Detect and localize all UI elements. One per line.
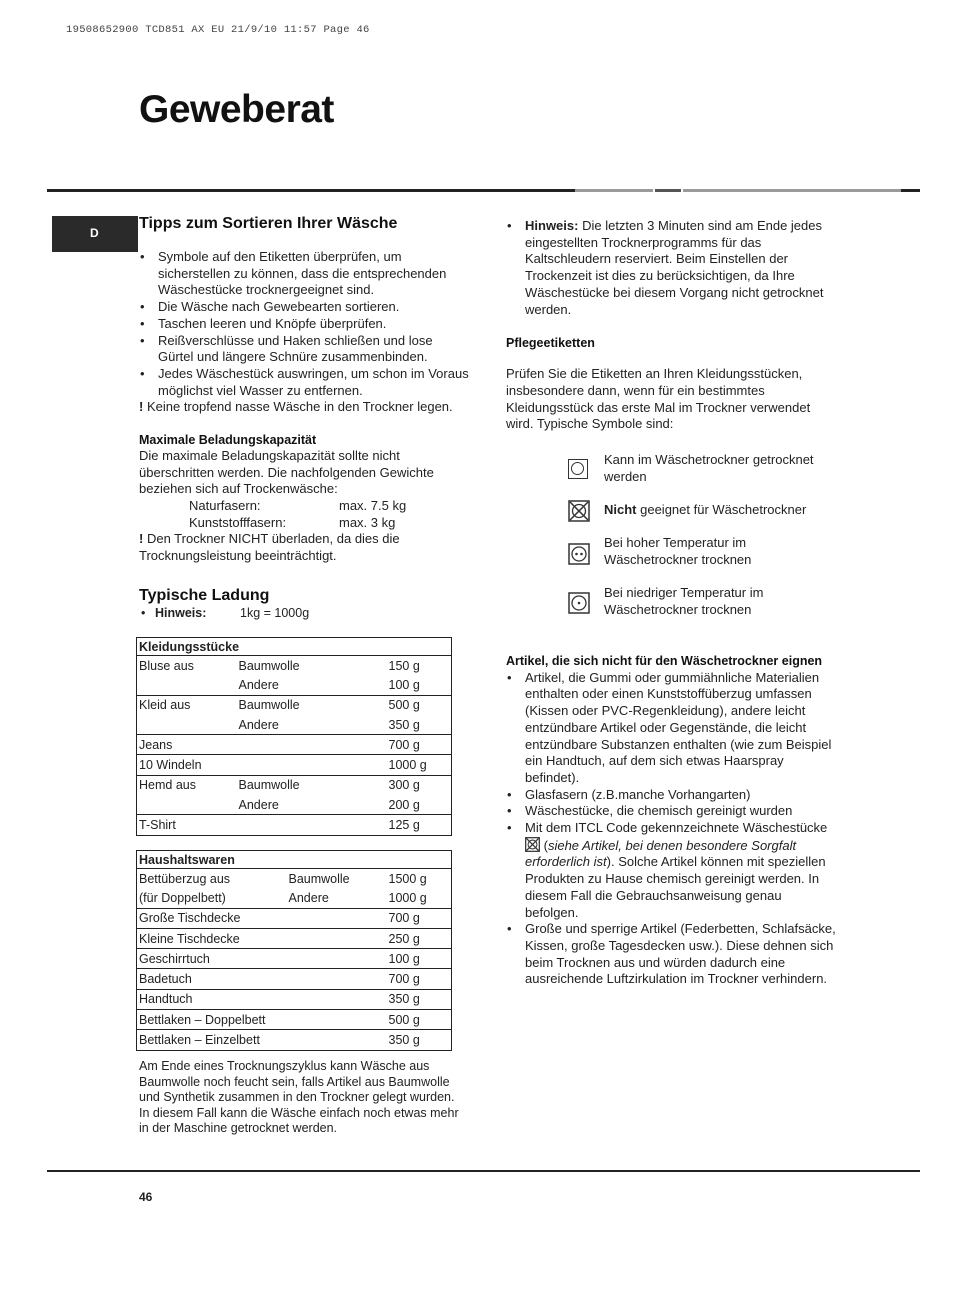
top-rule-segment — [901, 189, 920, 192]
bottom-rule — [47, 1170, 920, 1172]
unsuitable-heading: Artikel, die sich nicht für den Wäschetrockner eignen — [506, 654, 823, 668]
table-row — [137, 869, 452, 889]
table-cell-fabric — [287, 969, 387, 989]
tumble-dry-ok-icon — [568, 459, 588, 479]
list-item: • Glasfasern (z.B.manche Vorhangarten) — [506, 787, 836, 804]
table-cell-weight: 350 g — [388, 717, 420, 732]
table-cell-item: Geschirrtuch — [137, 949, 287, 969]
table-cell-weight: 1500 g — [388, 871, 427, 886]
symbol-desc: Nicht geeignet für Wäschetrockner — [604, 502, 807, 517]
language-badge: D — [52, 216, 138, 252]
table-header: Haushaltswaren — [137, 851, 452, 869]
top-rule-segment — [575, 189, 653, 192]
table-cell-weight: 200 g — [388, 797, 420, 812]
table-cell-weight: 350 g — [387, 1030, 452, 1050]
tumble-dry-high-icon — [568, 543, 590, 565]
table-cell-weight: 500 g — [387, 1010, 452, 1030]
sort-tips-list — [139, 249, 469, 399]
table-cell-fabric: Baumwolle — [288, 871, 350, 886]
table-row — [137, 815, 452, 835]
table-cell-weight: 350 g — [387, 989, 452, 1009]
symbol-desc: Kann im Wäschetrockner getrocknet werden — [604, 452, 814, 484]
clothes-table — [136, 637, 452, 836]
capacity-text: Die maximale Beladungskapazität sollte nicht überschritten werden. Die nachfolgenden Gewichte beziehen sich auf Trockenwäsche: — [139, 448, 434, 497]
list-item: • Jedes Wäschestück auswringen, um schon im Voraus möglichst viel Wasser zu entfernen. — [139, 366, 469, 399]
table-cell-weight: 300 g — [387, 775, 452, 795]
table-cell-fabric — [287, 1030, 387, 1050]
load-heading: Typische Ladung — [139, 586, 270, 604]
top-rule — [47, 189, 575, 192]
list-item: • Taschen leeren und Knöpfe überprüfen. — [139, 316, 469, 333]
table-row — [137, 715, 452, 735]
table-cell-fabric: Baumwolle — [237, 775, 387, 795]
top-rule-segment — [655, 189, 681, 192]
table-row — [137, 888, 452, 908]
table-cell-item: T-Shirt — [137, 815, 237, 835]
symbol-desc: Bei niedriger Temperatur im Wäschetrockner trocknen — [604, 585, 764, 617]
table-cell-fabric — [287, 1010, 387, 1030]
warning-mark: ! — [139, 531, 144, 547]
left-column — [139, 215, 469, 622]
table-row — [137, 969, 452, 989]
symbol-desc: Bei hoher Temperatur im Wäschetrockner trocknen — [604, 535, 752, 567]
table-cell-fabric — [287, 908, 387, 928]
table-cell-fabric — [237, 755, 387, 775]
list-item: • Die Wäsche nach Gewebearten sortieren. — [139, 299, 469, 316]
unsuitable-list — [506, 670, 836, 988]
table-cell-fabric: Andere — [238, 717, 279, 732]
table-cell-fabric — [237, 815, 387, 835]
table-cell-weight: 700 g — [387, 908, 452, 928]
table-cell-weight: 700 g — [387, 735, 452, 755]
table-row — [137, 908, 452, 928]
table-cell-fabric — [237, 735, 387, 755]
table-cell-weight: 1000 g — [387, 755, 452, 775]
table-cell-weight: 125 g — [387, 815, 452, 835]
table-cell-fabric — [287, 928, 387, 948]
table-cell-item: Handtuch — [137, 989, 287, 1009]
table-cell-fabric — [287, 949, 387, 969]
list-item: • Große und sperrige Artikel (Federbetten, Schlafsäcke, Kissen, große Tagesdecken usw.). Diese dehnen sich beim Trocknen aus und würden dadurch eine ausreichende Luftzirkulation im Trockner verhindern. — [506, 921, 836, 988]
sort-heading: Tipps zum Sortieren Ihrer Wäsche — [139, 215, 398, 232]
table-row — [137, 1010, 452, 1030]
list-item: • Reißverschlüsse und Haken schließen und lose Gürtel und längere Schnüre zusammenbinden. — [139, 333, 469, 366]
care-heading: Pflegeetiketten — [506, 336, 595, 351]
table-cell-fabric: Andere — [288, 890, 329, 905]
table-cell-item: Hemd aus — [137, 775, 237, 795]
table-cell-fabric — [287, 989, 387, 1009]
table-cell-item: Bettlaken – Einzelbett — [137, 1030, 287, 1050]
capacity-table: Naturfasern: max. 7.5 kg Kunststofffasern: max. 3 kg — [189, 498, 407, 531]
table-row — [137, 949, 452, 969]
table-cell-item — [137, 675, 237, 695]
table-row — [137, 775, 452, 795]
table-cell-item: Bettlaken – Doppelbett — [137, 1010, 287, 1030]
table-cell-fabric: Baumwolle — [237, 695, 387, 715]
list-item: • Wäschestücke, die chemisch gereinigt wurden — [506, 803, 836, 820]
tumble-dry-low-icon — [568, 592, 590, 614]
table-cell-item: Bettüberzug aus — [139, 871, 231, 886]
table-row — [137, 695, 452, 715]
table-cell-weight: 700 g — [387, 969, 452, 989]
table-cell-item: 10 Windeln — [137, 755, 237, 775]
end-text: Am Ende eines Trocknungszyklus kann Wäsche aus Baumwolle noch feucht sein, falls Artikel aus Baumwolle und Synthetik zusammen in den Trockner gelegt wurden. In diesem Fall kann die Wäsche einfach noch etwas mehr in der Maschine getrocknet werden. — [139, 1059, 459, 1135]
list-item: • Artikel, die Gummi oder gummiähnliche Materialien enthalten oder einen Kunststoffüberzug umfassen (Kissen oder PVC-Regenkleidung), andere leicht entzündbare Artikel oder Gegenstände, die leicht entzündbare Substanzen enthalten (wie zum Beispiel ein Handtuch, auf dem sich etwas Haarspray befindet). — [506, 670, 836, 787]
table-cell-item: Kleine Tischdecke — [137, 928, 287, 948]
table-cell-item — [137, 715, 237, 735]
table-cell-weight: 100 g — [388, 677, 420, 692]
print-header: 19508652900 TCD851 AX EU 21/9/10 11:57 Page 46 — [66, 24, 370, 36]
table-row — [137, 1030, 452, 1050]
table-cell-weight: 1000 g — [388, 890, 427, 905]
table-cell-item — [137, 795, 237, 815]
no-tumble-dry-icon — [568, 500, 590, 522]
capacity-heading: Maximale Beladungskapazität — [139, 433, 317, 448]
table-row — [137, 928, 452, 948]
table-cell-item: Bluse aus — [139, 658, 194, 673]
warning-mark: ! — [139, 399, 144, 415]
unsuitable-section — [506, 653, 836, 988]
capacity-warning: ! Den Trockner NICHT überladen, da dies die Trocknungsleistung beeinträchtigt. — [139, 531, 400, 563]
no-tumble-dry-icon — [525, 837, 540, 852]
table-cell-item: Kleid aus — [137, 695, 237, 715]
table-cell-fabric: Andere — [238, 797, 279, 812]
table-row — [137, 755, 452, 775]
table-cell-weight: 100 g — [387, 949, 452, 969]
table-cell-weight: 150 g — [388, 658, 420, 673]
hint-list — [506, 218, 834, 318]
table-cell-fabric: Andere — [238, 677, 279, 692]
care-text: Prüfen Sie die Etiketten an Ihren Kleidungsstücken, insbesondere dann, wenn für ein bestimmtes Kleidungsstück das erste Mal im Trockner verwendet wird. Typische Symbole sind: — [506, 366, 811, 432]
top-rule-segment — [683, 189, 901, 192]
list-item: • Symbole auf den Etiketten überprüfen, um sicherstellen zu können, dass die entsprechenden Wäschestücke trocknergeeignet sind. — [139, 249, 469, 299]
table-cell-item: (für Doppelbett) — [139, 890, 226, 905]
load-note: • Hinweis: 1kg = 1000g — [141, 605, 310, 620]
right-column — [506, 218, 834, 433]
household-table — [136, 850, 452, 1051]
page-number: 46 — [139, 1190, 153, 1204]
table-cell-item: Jeans — [137, 735, 237, 755]
table-cell-fabric: Baumwolle — [238, 658, 300, 673]
table-cell-item: Große Tischdecke — [137, 908, 287, 928]
table-row — [137, 735, 452, 755]
table-row — [137, 675, 452, 695]
table-cell-item: Badetuch — [137, 969, 287, 989]
list-item: • Mit dem ITCL Code gekennzeichnete Wäschestücke (siehe Artikel, bei denen besondere Sorgfalt erforderlich ist). Solche Artikel können mit speziellen Produkten zu Hause chemisch gereinigt werden. In diesem Fall die Gebrauchsanweisung genau befolgen. — [506, 820, 836, 921]
table-row — [137, 989, 452, 1009]
sort-warning: ! Keine tropfend nasse Wäsche in den Trockner legen. — [139, 399, 453, 415]
table-row — [137, 656, 452, 676]
page-title: Geweberat — [139, 88, 334, 131]
table-cell-weight: 250 g — [387, 928, 452, 948]
list-item: • Hinweis: Die letzten 3 Minuten sind am Ende jedes eingestellten Trocknerprogramms für das Kaltschleudern reserviert. Beim Einstellen der Trockenzeit ist dies zu berücksichtigen, da Ihre Wäschestücke bei diesem Vorgang nicht getrocknet werden. — [506, 218, 834, 318]
table-row — [137, 795, 452, 815]
table-cell-weight: 500 g — [387, 695, 452, 715]
table-header: Kleidungsstücke — [137, 638, 452, 656]
